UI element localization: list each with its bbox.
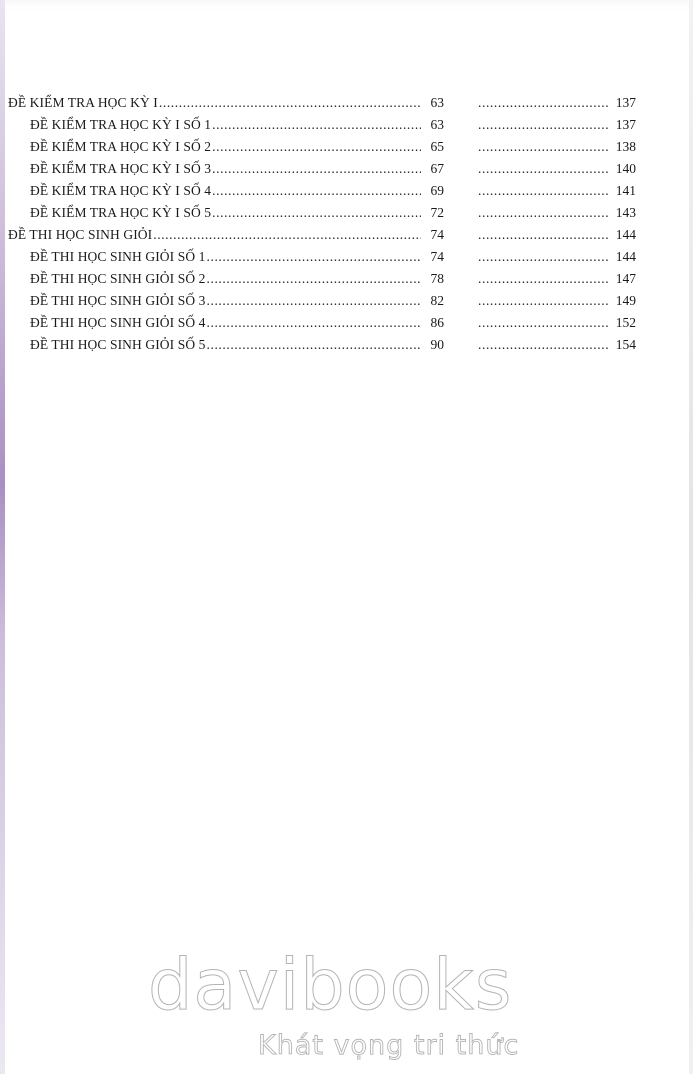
toc-entry (8, 312, 636, 334)
toc-entry-main (8, 92, 444, 114)
toc-entry-answer (478, 136, 636, 158)
toc-entry-title: ĐỀ THI HỌC SINH GIỎI SỐ 5 (30, 337, 206, 352)
toc-entry-answer-page: 137 (615, 117, 636, 132)
dot-leader (478, 224, 610, 246)
toc-entry-main (30, 334, 444, 356)
toc-entry-answer-page: 152 (615, 315, 636, 330)
toc-entry-title: ĐỀ THI HỌC SINH GIỎI (8, 227, 153, 242)
toc-entry-answer-page: 154 (615, 337, 636, 352)
dot-leader (212, 180, 421, 202)
dot-leader (478, 136, 610, 158)
toc-entry-answer-page: 144 (615, 249, 636, 264)
toc-entry-page: 67 (430, 161, 444, 176)
dot-leader (478, 158, 610, 180)
toc-entry-answer (478, 202, 636, 224)
toc-entry-title: ĐỀ KIỂM TRA HỌC KỲ I SỐ 5 (30, 205, 212, 220)
toc-entry-title: ĐỀ THI HỌC SINH GIỎI SỐ 4 (30, 315, 206, 330)
toc-entry-page: 69 (430, 183, 444, 198)
dot-leader (478, 268, 610, 290)
toc-entry-main (8, 224, 444, 246)
toc-entry-answer (478, 180, 636, 202)
dot-leader (207, 246, 422, 268)
toc-entry-answer (478, 290, 636, 312)
toc-entry-title: ĐỀ THI HỌC SINH GIỎI SỐ 3 (30, 293, 206, 308)
toc-entry (8, 136, 636, 158)
toc-entry-main (30, 158, 444, 180)
dot-leader (478, 180, 610, 202)
toc-entry-answer-page: 147 (615, 271, 636, 286)
toc-entry-page: 74 (430, 249, 444, 264)
toc-entry-answer (478, 114, 636, 136)
toc-entry-answer-page: 141 (615, 183, 636, 198)
toc-entry-title: ĐỀ KIỂM TRA HỌC KỲ I SỐ 2 (30, 139, 212, 154)
toc-entry-answer (478, 268, 636, 290)
toc-entry-main (30, 114, 444, 136)
toc-entry-main (30, 202, 444, 224)
dot-leader (153, 224, 421, 246)
dot-leader (478, 334, 610, 356)
toc-entry-main (30, 246, 444, 268)
toc-entry-answer (478, 334, 636, 356)
toc-entry-page: 72 (430, 205, 444, 220)
page-edge-left (0, 0, 5, 1074)
toc-entry (8, 180, 636, 202)
dot-leader (212, 202, 421, 224)
dot-leader (478, 92, 610, 114)
toc-entry-title: ĐỀ KIỂM TRA HỌC KỲ I SỐ 4 (30, 183, 212, 198)
toc-entry (8, 92, 636, 114)
toc-entry-answer (478, 224, 636, 246)
toc-entry-page: 63 (430, 95, 444, 110)
toc-entry (8, 202, 636, 224)
toc-entry-title: ĐỀ THI HỌC SINH GIỎI SỐ 1 (30, 249, 206, 264)
toc-entry-title: ĐỀ THI HỌC SINH GIỎI SỐ 2 (30, 271, 206, 286)
dot-leader (207, 312, 422, 334)
dot-leader (207, 290, 422, 312)
dot-leader (207, 268, 422, 290)
dot-leader (478, 290, 610, 312)
table-of-contents (8, 92, 636, 356)
dot-leader (207, 334, 422, 356)
toc-entry-answer (478, 246, 636, 268)
toc-entry (8, 114, 636, 136)
dot-leader (478, 246, 610, 268)
dot-leader (478, 202, 610, 224)
toc-entry (8, 334, 636, 356)
toc-entry-answer-page: 149 (615, 293, 636, 308)
dot-leader (212, 158, 421, 180)
toc-entry-main (30, 290, 444, 312)
toc-entry-answer-page: 138 (615, 139, 636, 154)
toc-entry-page: 65 (430, 139, 444, 154)
watermark-brand: davibooks (148, 944, 513, 1026)
watermark (148, 944, 548, 1061)
toc-entry-page: 63 (430, 117, 444, 132)
toc-entry-page: 90 (430, 337, 444, 352)
toc-entry-main (30, 136, 444, 158)
toc-entry-answer-page: 140 (615, 161, 636, 176)
toc-entry-title: ĐỀ KIỂM TRA HỌC KỲ I (8, 95, 158, 110)
toc-entry-answer-page: 144 (615, 227, 636, 242)
watermark-tagline: Khát vọng tri thức (258, 1030, 520, 1061)
toc-entry-answer (478, 312, 636, 334)
toc-entry-page: 86 (430, 315, 444, 330)
dot-leader (159, 92, 421, 114)
toc-entry-page: 82 (430, 293, 444, 308)
toc-entry (8, 246, 636, 268)
toc-entry-title: ĐỀ KIỂM TRA HỌC KỲ I SỐ 1 (30, 117, 212, 132)
toc-entry-main (30, 180, 444, 202)
dot-leader (478, 114, 610, 136)
toc-entry-main (30, 268, 444, 290)
toc-entry (8, 290, 636, 312)
page-edge-right (689, 0, 693, 1074)
toc-entry-page: 74 (430, 227, 444, 242)
toc-entry-page: 78 (430, 271, 444, 286)
toc-entry (8, 224, 636, 246)
dot-leader (478, 312, 610, 334)
toc-entry-answer (478, 92, 636, 114)
toc-entry-answer (478, 158, 636, 180)
toc-entry-main (30, 312, 444, 334)
toc-entry-title: ĐỀ KIỂM TRA HỌC KỲ I SỐ 3 (30, 161, 212, 176)
toc-entry-answer-page: 143 (615, 205, 636, 220)
toc-entry (8, 268, 636, 290)
toc-entry-answer-page: 137 (615, 95, 636, 110)
toc-entry (8, 158, 636, 180)
dot-leader (212, 114, 421, 136)
dot-leader (212, 136, 421, 158)
